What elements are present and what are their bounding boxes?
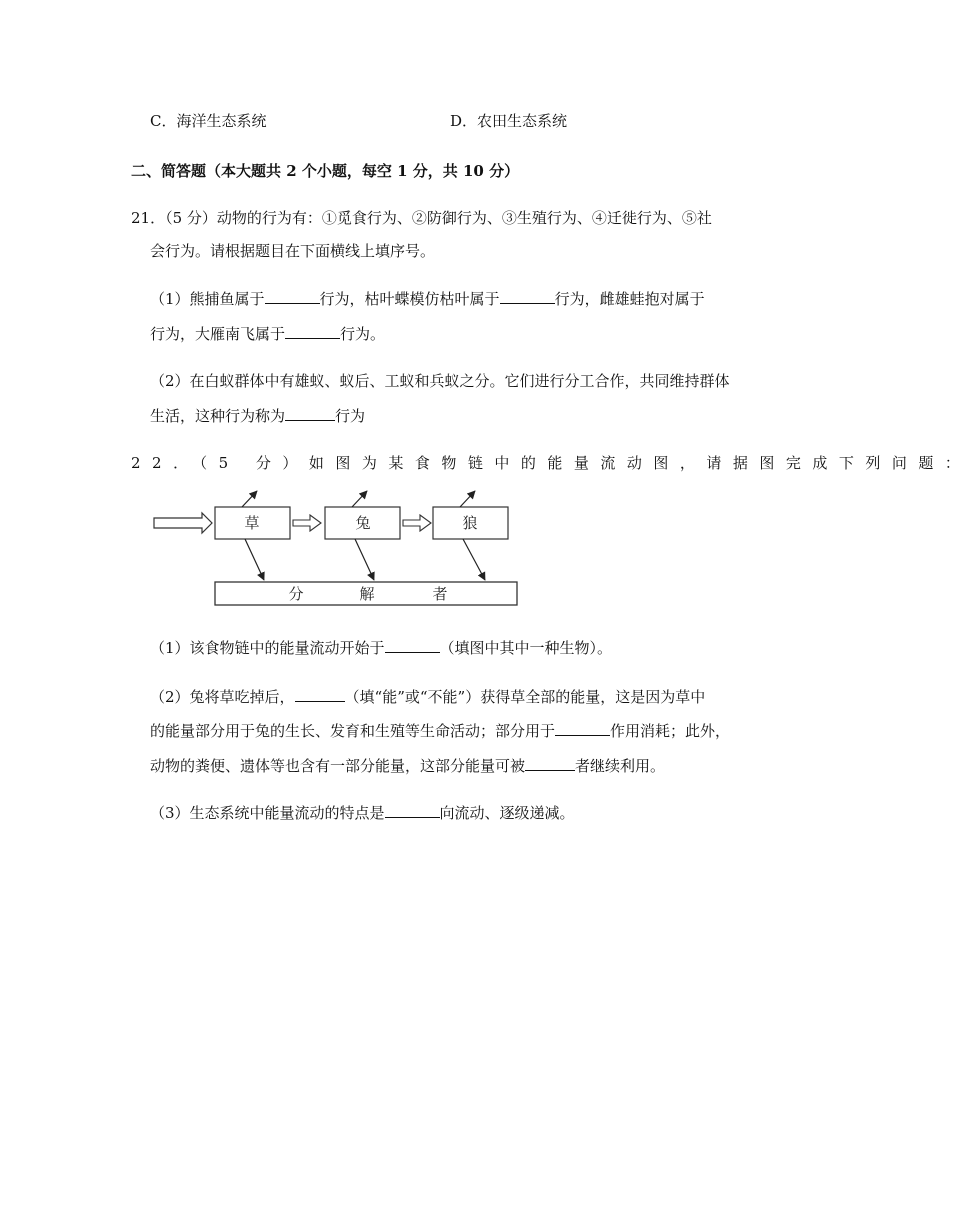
q21-part2-line1: （2）在白蚁群体中有雄蚁、蚁后、工蚁和兵蚁之分。它们进行分工合作，共同维持群体: [150, 372, 730, 390]
q21-part1-text-e: 行为。: [340, 325, 386, 343]
respiration-arrow-wolf: [460, 491, 475, 507]
q22-part3-text-a: （3）生态系统中能量流动的特点是: [150, 804, 385, 822]
q21-stem-line1: 21．（5 分）动物的行为有：①觅食行为、②防御行为、③生殖行为、④迁徙行为、⑤社: [131, 209, 712, 227]
q21-stem-line2: 会行为。请根据题目在下面横线上填序号。: [150, 242, 436, 260]
respiration-arrow-rabbit: [352, 491, 367, 507]
answer-blank[interactable]: [385, 802, 440, 818]
decomposer-arrow-rabbit: [355, 539, 374, 580]
q22-part2-text-f: 者继续利用。: [575, 757, 666, 775]
q22-stem: 22．（5 分）如图为某食物链中的能量流动图，请据图完成下列问题：: [131, 454, 971, 472]
node-label-rabbit: 兔: [355, 514, 371, 532]
q21-part1-text-d: 行为，大雁南飞属于: [150, 325, 286, 343]
option-c: C．海洋生态系统: [150, 112, 267, 130]
q22-part2-line3: [150, 755, 665, 776]
node-label-grass: 草: [244, 514, 260, 532]
respiration-arrow-grass: [242, 491, 257, 507]
decomposer-arrow-wolf: [463, 539, 485, 580]
decomposer-char-2: 解: [359, 585, 375, 603]
q21-part1-line2: [150, 323, 385, 344]
q21-part1-text-b: 行为，枯叶蝶模仿枯叶属于: [319, 290, 500, 308]
q21-part1-line1: [150, 288, 705, 309]
answer-blank[interactable]: [295, 686, 345, 702]
energy-flow-diagram: [150, 483, 522, 609]
q22-part2-text-b: （填“能”或“不能”）获得草全部的能量，这是因为草中: [344, 688, 706, 706]
q22-part2-text-c: 的能量部分用于兔的生长、发育和生殖等生命活动；部分用于: [150, 722, 556, 740]
decomposer-char-3: 者: [432, 585, 448, 603]
q22-part1: [150, 637, 612, 658]
q22-part2-text-d: 作用消耗；此外，: [610, 722, 731, 740]
q22-part1-text-a: （1）该食物链中的能量流动开始于: [150, 639, 385, 657]
q22-part2-text-a: （2）兔将草吃掉后，: [150, 688, 295, 706]
q22-part2-line2: [150, 720, 730, 741]
answer-blank[interactable]: [500, 288, 555, 304]
q21-part1-text-c: 行为，雌雄蛙抱对属于: [554, 290, 705, 308]
flow-arrow-rabbit-wolf: [403, 515, 431, 531]
answer-blank[interactable]: [385, 637, 440, 653]
q22-part1-text-b: （填图中其中一种生物）。: [439, 639, 613, 657]
answer-blank[interactable]: [525, 755, 575, 771]
section-heading: 二、简答题（本大题共 2 个小题，每空 1 分，共 10 分）: [131, 162, 520, 180]
node-label-wolf: 狼: [462, 514, 478, 532]
q21-part1-text-a: （1）熊捕鱼属于: [150, 290, 265, 308]
q21-part2-line2: [150, 405, 365, 426]
answer-blank[interactable]: [265, 288, 320, 304]
option-d: D．农田生态系统: [450, 112, 568, 130]
q22-part3-text-b: 向流动、逐级递减。: [439, 804, 575, 822]
answer-blank[interactable]: [555, 720, 610, 736]
answer-blank[interactable]: [285, 323, 340, 339]
flow-arrow-grass-rabbit: [293, 515, 321, 531]
q22-part3: [150, 802, 575, 823]
energy-input-arrow: [154, 513, 212, 533]
q22-part2-text-e: 动物的粪便、遗体等也含有一部分能量，这部分能量可被: [150, 757, 526, 775]
q21-part2-text-a: 生活，这种行为称为: [150, 407, 286, 425]
answer-blank[interactable]: [285, 405, 335, 421]
q21-part2-text-b: 行为: [335, 407, 366, 425]
decomposer-arrow-grass: [245, 539, 264, 580]
decomposer-char-1: 分: [288, 585, 304, 603]
q22-part2-line1: [150, 686, 705, 707]
